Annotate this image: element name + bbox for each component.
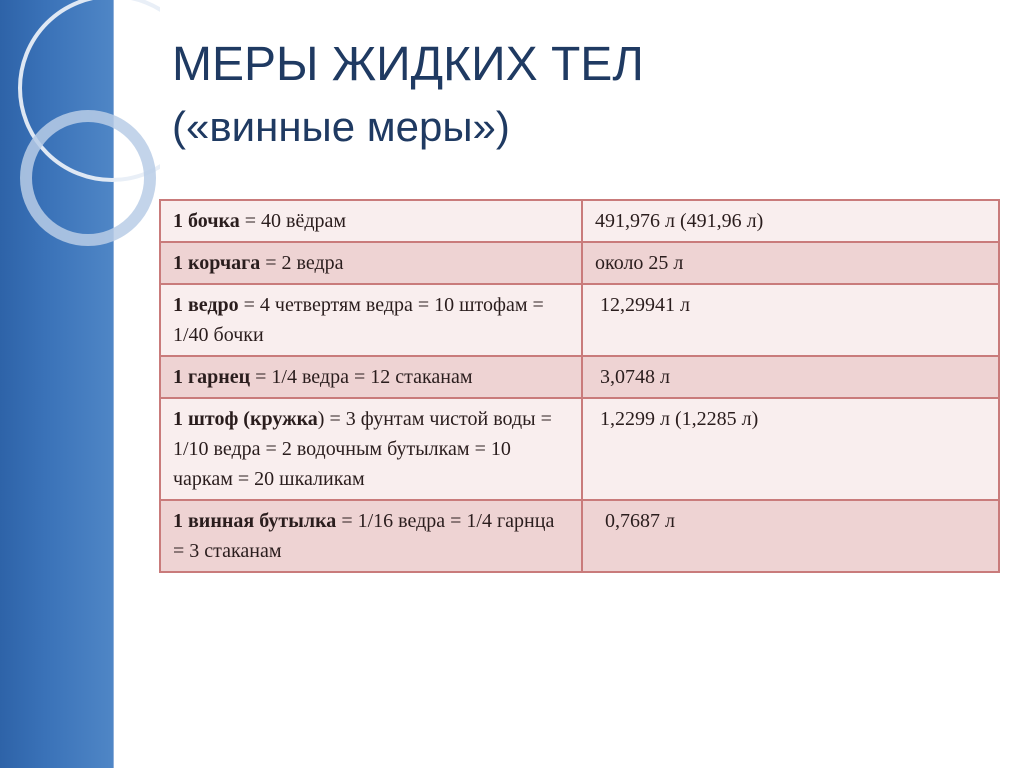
measure-value: 12,29941 л [595,294,690,316]
measure-value: 3,0748 л [595,366,670,388]
measure-value-cell [582,356,999,398]
slide-title [172,34,644,158]
measure-definition-cell [160,242,582,284]
measure-value-cell [582,284,999,356]
measures-table [159,199,1000,573]
table-row [160,500,999,572]
measure-value: 1,2299 л (1,2285 л) [595,408,759,430]
table-row [160,356,999,398]
measure-name: 1 штоф (кружка [173,408,318,430]
measure-definition: = 1/16 ведра = 1/4 гарнца = 3 стаканам [173,510,555,562]
measure-name: 1 гарнец [173,366,251,388]
table-row [160,242,999,284]
decorative-circles [0,0,160,260]
measure-definition: = 4 четвертям ведра = 10 штофам = 1/40 бочки [173,294,544,346]
measure-value-cell [582,200,999,242]
measure-definition: ) = 3 фунтам чистой воды = 1/10 ведра = 2 водочным бутылкам = 10 чаркам = 20 шкаликам [173,408,552,490]
measure-definition-cell [160,284,582,356]
measure-definition: = 40 вёдрам [239,210,347,232]
table-row [160,200,999,242]
measure-name: 1 корчага [173,252,261,274]
measure-definition: = 1/4 ведра = 12 стаканам [250,366,473,388]
table-row [160,284,999,356]
measure-value-cell [582,242,999,284]
measure-value-cell [582,500,999,572]
measure-name: 1 бочка [173,210,240,232]
measure-definition: = 2 ведра [260,252,344,274]
measure-value-cell [582,398,999,500]
measure-definition-cell [160,200,582,242]
title-line-1: МЕРЫ ЖИДКИХ ТЕЛ [172,38,644,91]
title-line-2: («винные меры») [172,103,510,150]
measure-name: 1 ведро [173,294,239,316]
measure-value: около 25 л [595,252,684,274]
measure-name: 1 винная бутылка [173,510,337,532]
measure-definition-cell [160,356,582,398]
measure-definition-cell [160,398,582,500]
table-row [160,398,999,500]
measure-value: 491,976 л (491,96 л) [595,210,764,232]
measure-definition-cell [160,500,582,572]
measure-value: 0,7687 л [595,510,675,532]
